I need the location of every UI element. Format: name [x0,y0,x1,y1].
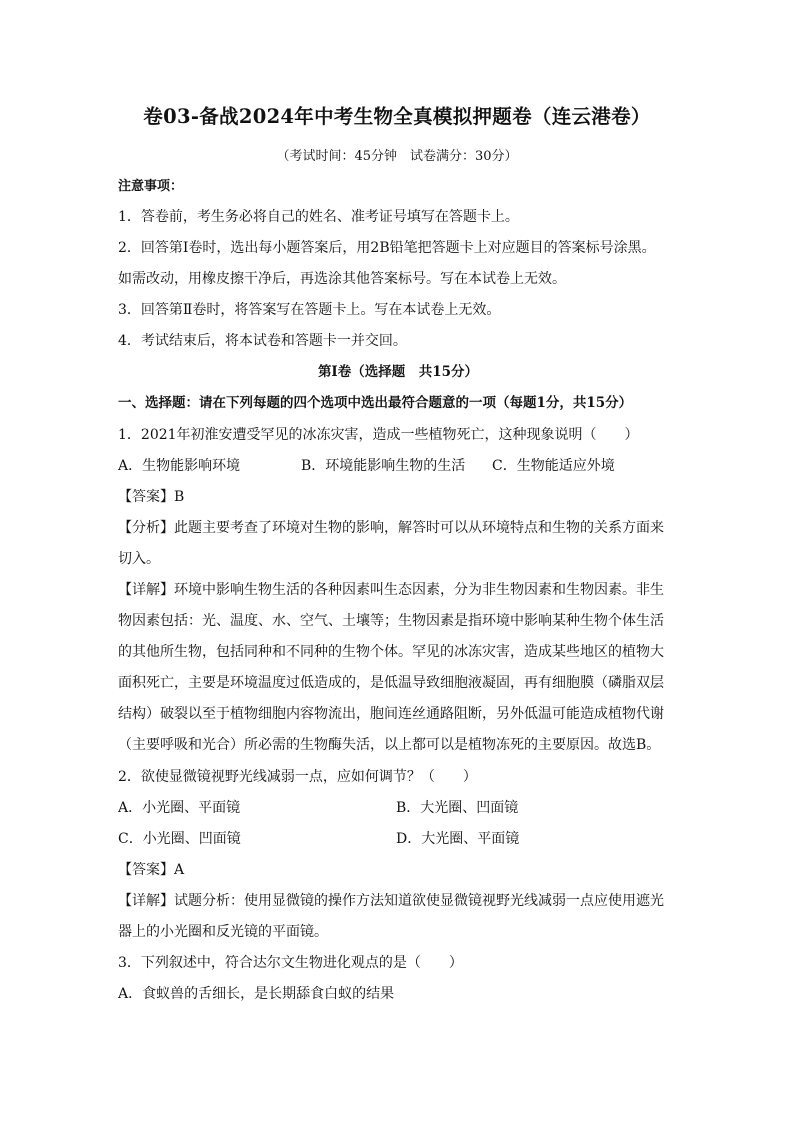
question-stem: 3．下列叙述中，符合达尔文生物进化观点的是（ ） [118,955,463,971]
option-c: C．小光圈、凹面镜 [118,831,241,847]
detail-line: 器上的小光圈和反光镜的平面镜。 [118,924,328,940]
option-a: A．食蚁兽的舌细长，是长期舔食白蚁的结果 [118,986,395,1002]
detail-line: 面积死亡，主要是环境温度过低造成的，是低温导致细胞液凝固，再有细胞膜（磷脂双层 [118,675,664,691]
option-d: D．大光圈、平面镜 [396,831,520,847]
question-stem: 1．2021年初淮安遭受罕见的冰冻灾害，造成一些植物死亡，这种现象说明（ ） [118,427,639,443]
notes-item: 3．回答第Ⅱ卷时，将答案写在答题卡上。写在本试卷上无效。 [118,302,501,318]
exam-subtitle: （考试时间：45分钟 试卷满分：30分） [276,149,518,164]
option-row [118,793,678,824]
answer: 【答案】B [118,489,185,505]
option-b: B．大光圈、凹面镜 [396,800,519,816]
analysis-line: 切入。 [118,551,160,567]
page-title: 卷03-备战2024年中考生物全真模拟押题卷（连云港卷） [143,105,651,128]
section-instruction: 一、选择题：请在下列每题的四个选项中选出最符合题意的一项（每题1分，共15分） [118,395,633,411]
detail-line: 的其他所生物，包括同种和不同种的生物个体。罕见的冰冻灾害，造成某些地区的植物大 [118,644,664,660]
question-1 [118,420,678,761]
option-c: C．生物能适应外境 [492,458,615,474]
option-row [118,824,678,855]
option-b: B．环境能影响生物的生活 [301,458,466,474]
section-title: 第Ⅰ卷（选择题 共15分） [317,364,479,380]
notes-item: 4．考试结束后，将本试卷和答题卡一并交回。 [118,333,407,349]
option-a: A．小光圈、平面镜 [118,800,241,816]
question-stem: 2．欲使显微镜视野光线减弱一点，应如何调节？（ ） [118,769,477,785]
question-2 [118,762,678,948]
option-row [118,451,678,482]
detail-line: 物因素包括：光、温度、水、空气、土壤等；生物因素是指环境中影响某种生物个体生活 [118,613,664,629]
detail-line: 【详解】环境中影响生物生活的各种因素叫生态因素，分为非生物因素和生物因素。非生 [118,582,664,598]
answer: 【答案】A [118,862,185,878]
notes-heading: 注意事项： [118,179,184,194]
notes-section [118,171,678,419]
option-a: A．生物能影响环境 [118,458,241,474]
notes-item: 2．回答第Ⅰ卷时，选出每小题答案后，用2B铅笔把答题卡上对应题目的答案标号涂黑。 [118,240,656,256]
analysis-line: 【分析】此题主要考查了环境对生物的影响，解答时可以从环境特点和生物的关系方面来 [118,520,664,536]
question-3 [118,948,678,1010]
detail-line: 结构）破裂以至于植物细胞内容物流出，胞间连丝通路阻断，另外低温可能造成植物代谢 [118,706,664,722]
notes-item: 如需改动，用橡皮擦干净后，再选涂其他答案标号。写在本试卷上无效。 [118,271,566,287]
notes-item: 1．答卷前，考生务必将自己的姓名、准考证号填写在答题卡上。 [118,209,519,225]
detail-line: （主要呼吸和光合）所必需的生物酶失活，以上都可以是植物冻死的主要原因。故选B。 [118,737,661,753]
detail-line: 【详解】试题分析：使用显微镜的操作方法知道欲使显微镜视野光线减弱一点应使用遮光 [118,893,664,909]
